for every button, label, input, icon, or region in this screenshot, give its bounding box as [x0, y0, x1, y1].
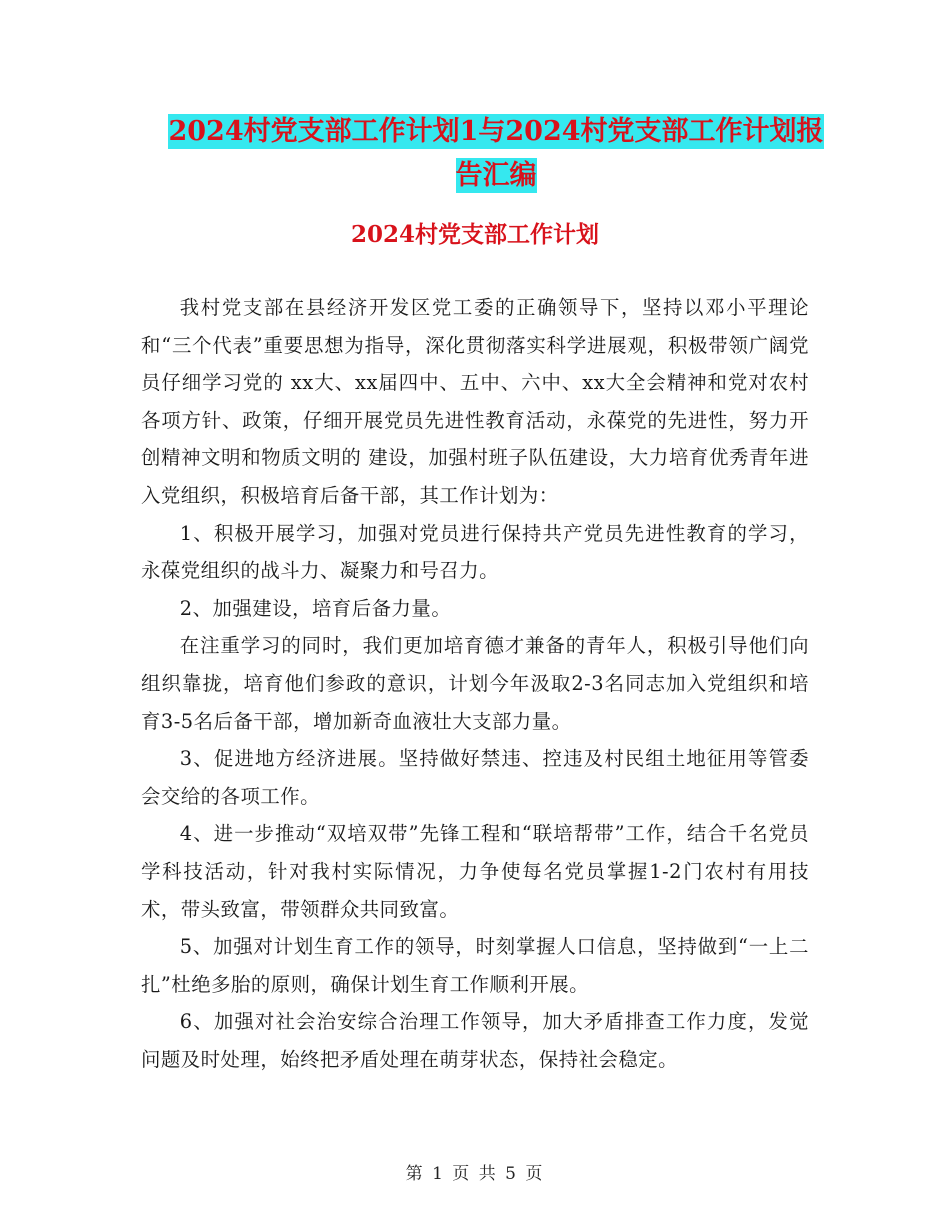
paragraph-intro: 我村党支部在县经济开发区党工委的正确领导下，坚持以邓小平理论和“三个代表”重要思想为指导，深化贯彻落实科学进展观，积极带领广阔党员仔细学习党的 xx大、xx届四中、五中、六中、xx大全会精神和党对农村各项方针、政策，仔细开展党员先进性教育活动，永葆党的先进性，努力开创精神文明和物质文明的 建设，加强村班子队伍建设，大力培育优秀青年进入党组织，积极培育后备干部，其工作计划为： — [141, 296, 809, 507]
paragraph-item-4: 4、进一步推动“双培双带”先锋工程和“联培帮带”工作，结合千名党员学科技活动，针对我村实际情况，力争使每名党员掌握1-2门农村有用技术，带头致富，带领群众共同致富。 — [141, 822, 809, 921]
title-line-2: 告汇编 — [455, 160, 537, 191]
document-body — [141, 289, 809, 1078]
title-line-1: 2024村党支部工作计划1与2024村党支部工作计划报 — [168, 116, 824, 147]
paragraph-item-6: 6、加强对社会治安综合治理工作领导，加大矛盾排查工作力度，发觉问题及时处理，始终把矛盾处理在萌芽状态，保持社会稳定。 — [141, 1010, 809, 1071]
paragraph-item-5: 5、加强对计划生育工作的领导，时刻掌握人口信息，坚持做到“一上二扎”杜绝多胎的原则，确保计划生育工作顺利开展。 — [141, 935, 809, 996]
page-footer: 第 1 页 共 5 页 — [405, 1164, 545, 1184]
paragraph-item-2: 2、加强建设，培育后备力量。 — [179, 596, 452, 620]
paragraph-item-3: 3、促进地方经济进展。坚持做好禁违、控违及村民组土地征用等管委会交给的各项工作。 — [141, 747, 809, 808]
section-title: 2024村党支部工作计划 — [350, 221, 599, 248]
document-title — [140, 110, 852, 198]
paragraph-item-1: 1、积极开展学习，加强对党员进行保持共产党员先进性教育的学习，永葆党组织的战斗力、凝聚力和号召力。 — [141, 521, 809, 583]
paragraph-item-2-detail: 在注重学习的同时，我们更加培育德才兼备的青年人，积极引导他们向组织靠拢，培育他们参政的意识，计划今年汲取2-3名同志加入党组织和培育3-5名后备干部，增加新奇血液壮大支部力量。 — [141, 634, 809, 733]
